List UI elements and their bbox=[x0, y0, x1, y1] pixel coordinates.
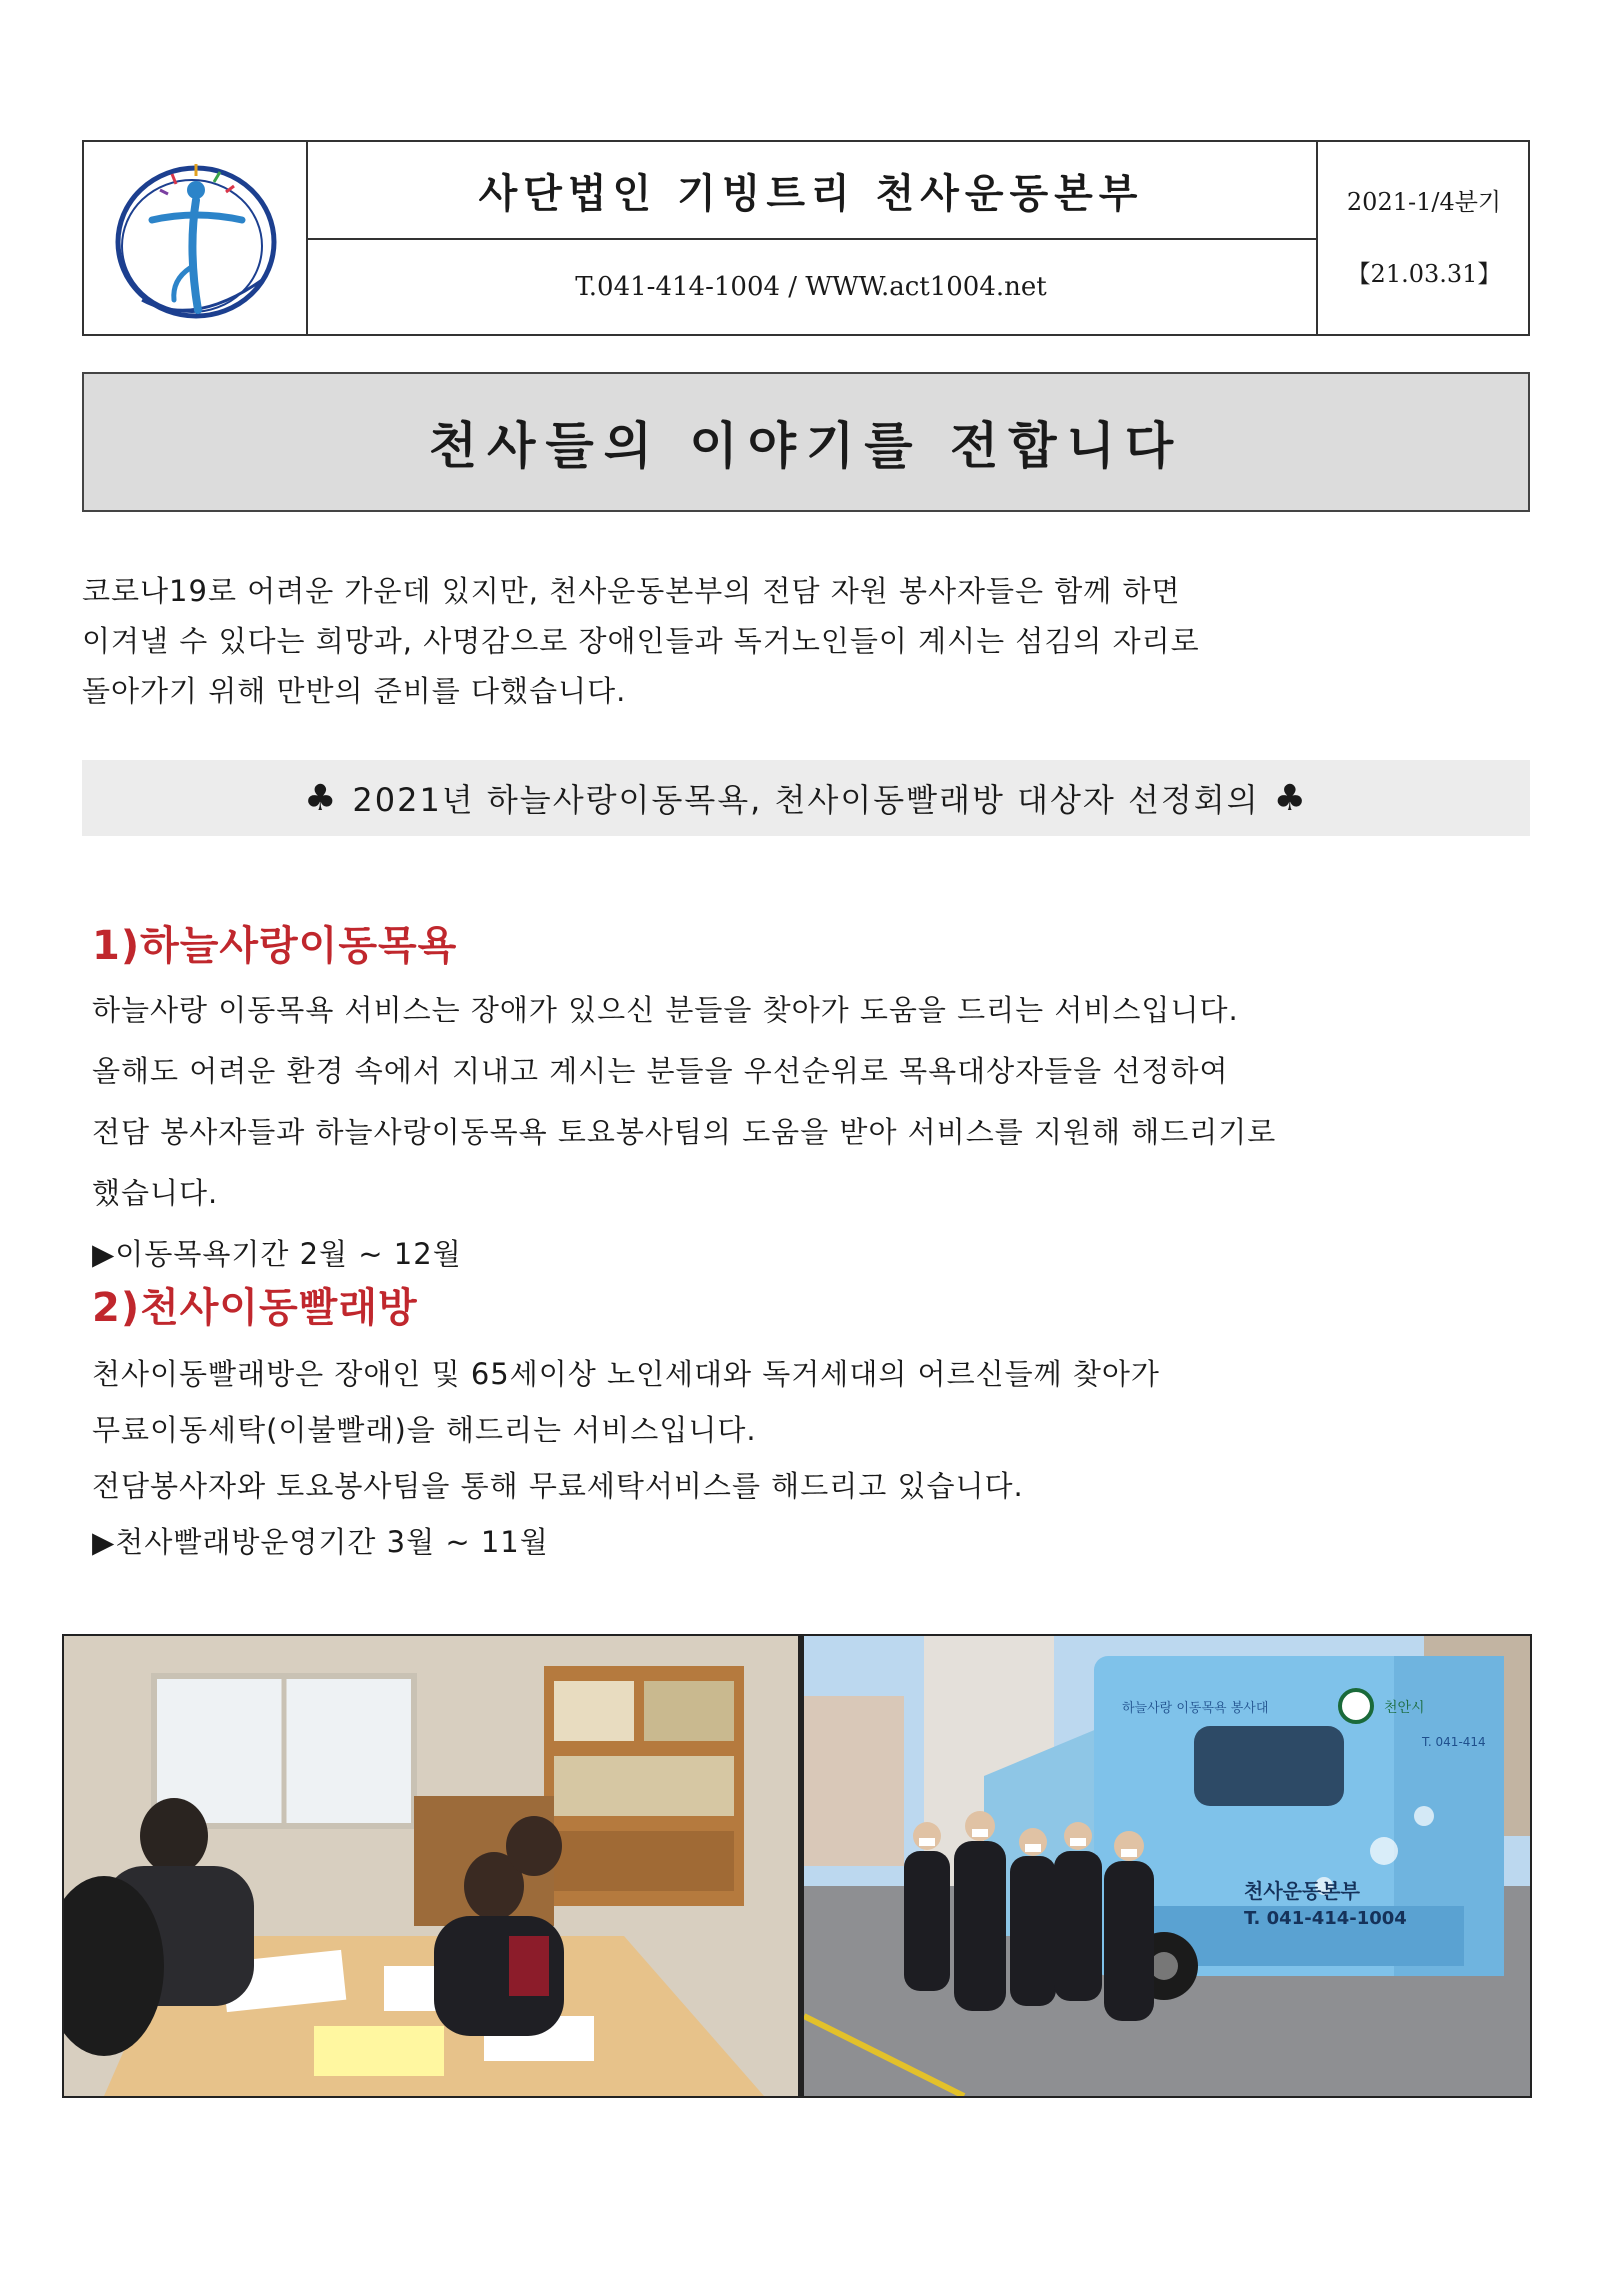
club-icon: ♣ bbox=[304, 777, 339, 819]
section2-line: 천사이동빨래방은 장애인 및 65세이상 노인세대와 독거세대의 어르신들께 찾아가 bbox=[92, 1357, 1160, 1391]
logo-cell bbox=[84, 142, 308, 334]
section1-line: 올해도 어려운 환경 속에서 지내고 계시는 분들을 우선순위로 목욕대상자들을 선정하여 bbox=[92, 1054, 1229, 1088]
section-bar-text: 2021년 하늘사랑이동목욕, 천사이동빨래방 대상자 선정회의 bbox=[352, 781, 1260, 819]
section1-period: ▶이동목욕기간 2월 ~ 12월 bbox=[92, 1237, 462, 1271]
van-brand-text: 천안시 bbox=[1384, 1700, 1425, 1716]
van-label-text: 하늘사랑 이동목욕 봉사대 bbox=[1122, 1701, 1269, 1716]
van-photo bbox=[804, 1636, 1530, 2096]
org-name: 사단법인 기빙트리 천사운동본부 bbox=[306, 142, 1316, 240]
photo-strip bbox=[62, 1634, 1532, 2098]
title-banner: 천사들의 이야기를 전합니다 bbox=[82, 372, 1530, 512]
section2-body bbox=[92, 1346, 1542, 1570]
intro-paragraph bbox=[82, 566, 1532, 716]
section2-line: 무료이동세탁(이불빨래)을 해드리는 서비스입니다. bbox=[92, 1413, 757, 1447]
meeting-photo bbox=[64, 1636, 798, 2096]
section1-body bbox=[92, 980, 1542, 1285]
section2-line: 전담봉사자와 토요봉사팀을 통해 무료세탁서비스를 해드리고 있습니다. bbox=[92, 1469, 1024, 1503]
letterhead bbox=[82, 140, 1530, 336]
section2-heading: 2)천사이동빨래방 bbox=[92, 1285, 418, 1331]
section1-heading: 1)하늘사랑이동목욕 bbox=[92, 923, 458, 969]
section1-line: 전담 봉사자들과 하늘사랑이동목욕 토요봉사팀의 도움을 받아 서비스를 지원해 해드리기로 bbox=[92, 1115, 1277, 1149]
section-bar bbox=[82, 760, 1530, 836]
section1-line: 했습니다. bbox=[92, 1176, 219, 1210]
van-phone-text: T. 041-414-1004 bbox=[1244, 1908, 1407, 1929]
contact-info: T.041-414-1004 / WWW.act1004.net bbox=[575, 272, 1047, 302]
issue-quarter: 2021-1/4분기 bbox=[1346, 188, 1502, 216]
club-icon: ♣ bbox=[1273, 777, 1308, 819]
van-org-text: 천사운동본부 bbox=[1244, 1879, 1360, 1903]
intro-line: 코로나19로 어려운 가운데 있지만, 천사운동본부의 전담 자원 봉사자들은 함께 하면 bbox=[82, 574, 1181, 608]
van-phone-top-text: T. 041-414 bbox=[1422, 1735, 1486, 1749]
intro-line: 돌아가기 위해 만반의 준비를 다했습니다. bbox=[82, 674, 627, 708]
issue-cell bbox=[1316, 142, 1530, 334]
issue-date: 【21.03.31】 bbox=[1346, 260, 1502, 288]
section1-line: 하늘사랑 이동목욕 서비스는 장애가 있으신 분들을 찾아가 도움을 드리는 서비스입니다. bbox=[92, 993, 1239, 1027]
angel-logo-icon bbox=[102, 150, 288, 326]
section2-period: ▶천사빨래방운영기간 3월 ~ 11월 bbox=[92, 1525, 549, 1559]
intro-line: 이겨낼 수 있다는 희망과, 사명감으로 장애인들과 독거노인들이 계시는 섬김의 자리로 bbox=[82, 624, 1200, 658]
